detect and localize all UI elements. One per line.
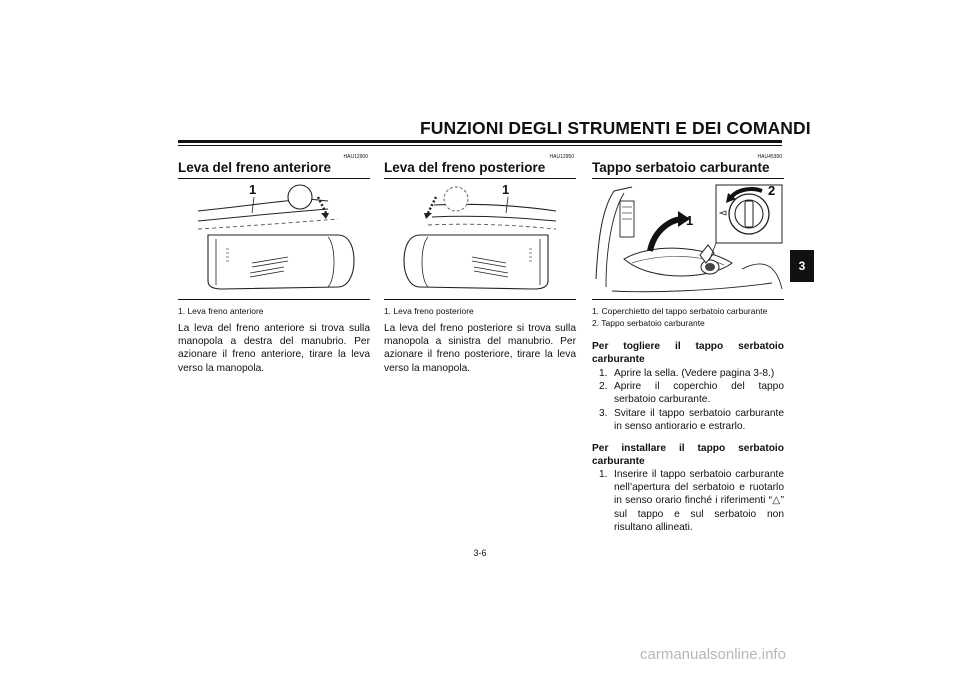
body-text: La leva del freno anteriore si trova sulla manopola a destra del manubrio. Per azionare il freno anteriore, tirare la leva verso la manopola. (178, 323, 370, 374)
fuel-cap-illustration (592, 179, 784, 299)
rear-brake-illustration (384, 179, 576, 299)
figure-callout: 1 (502, 182, 510, 197)
section-heading: Tappo serbatoio carburante (592, 160, 770, 175)
chapter-tab: 3 (790, 250, 814, 282)
subsection-heading: Per installare il tappo serbatoio carburante (592, 443, 784, 468)
fuel-cap-figure (592, 178, 784, 300)
front-brake-figure (178, 178, 370, 300)
list-item: 2. Aprire il coperchio del tappo serbatoio carburante. (599, 381, 784, 406)
list-item: 1. Aprire la sella. (Vedere pagina 3-8.) (599, 368, 775, 379)
section-code: HAU12900 (343, 154, 368, 160)
figure-callout: 1 (686, 213, 694, 228)
watermark: carmanualsonline.info (640, 646, 786, 663)
figure-caption: 1. Leva freno anteriore (178, 306, 264, 316)
figure-caption: 2. Tappo serbatoio carburante (592, 318, 705, 328)
page-title: FUNZIONI DEGLI STRUMENTI E DEI COMANDI (420, 118, 811, 138)
section-heading: Leva del freno posteriore (384, 160, 546, 175)
figure-callout: 1 (249, 182, 257, 197)
figure-callout: 2 (768, 183, 776, 198)
figure-caption: 1. Coperchietto del tappo serbatoio carburante (592, 306, 768, 316)
rear-brake-figure (384, 178, 576, 300)
remove-steps (592, 367, 784, 433)
list-item: 3. Svitare il tappo serbatoio carburante in senso antiorario e estrarlo. (599, 407, 784, 432)
section-code: HAU45390 (757, 154, 782, 160)
front-brake-illustration (178, 179, 370, 299)
section-code: HAU12950 (549, 154, 574, 160)
page-number: 3-6 (473, 548, 487, 558)
section-heading: Leva del freno anteriore (178, 160, 332, 175)
install-steps (592, 468, 784, 534)
figure-caption: 1. Leva freno posteriore (384, 306, 474, 316)
subsection-heading: Per togliere il tappo serbatoio carburante (592, 341, 784, 366)
list-item: 1. Inserire il tappo serbatoio carburante nell’apertura del serbatoio e ruotarlo in senso orario finché i riferimenti “△” sul tappo e sul serbatoio non risultano allineati. (599, 469, 784, 533)
header-rule-thin (178, 145, 782, 146)
body-text: La leva del freno posteriore si trova sulla manopola a sinistra del manubrio. Per azionare il freno posteriore, tirare la leva verso la manopola. (384, 323, 576, 374)
header-rule (178, 140, 782, 143)
